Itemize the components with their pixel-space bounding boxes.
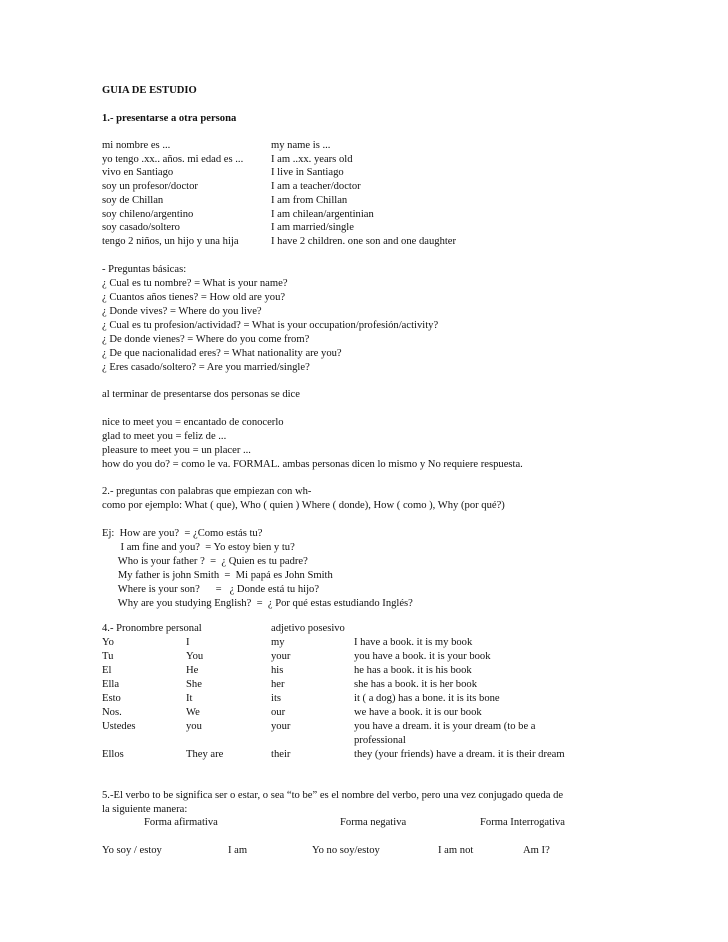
phrase-row — [102, 181, 702, 194]
pronoun-row — [102, 679, 702, 692]
phrase-english: I am a teacher/doctor — [271, 181, 361, 193]
possessive-header: adjetivo posesivo — [271, 623, 345, 634]
example-line: Where is your son? = ¿ Donde está tu hijo? — [102, 584, 320, 595]
phrase-row — [102, 195, 702, 208]
forma-afirmativa-label: Forma afirmativa — [144, 817, 218, 828]
pronoun-english: He — [186, 665, 199, 676]
pronoun-spanish: Ellos — [102, 749, 124, 760]
question-line: ¿ Cuantos años tienes? = How old are you? — [102, 292, 286, 303]
possessive-adjective: its — [271, 693, 282, 704]
pronoun-english: I — [186, 637, 190, 648]
pronoun-row — [102, 749, 702, 762]
section-2-examples-intro: como por ejemplo: What ( que), Who ( quien ) Where ( donde), How ( como ), Why (por qué?) — [102, 500, 505, 511]
pronoun-row — [102, 637, 702, 650]
pronoun-spanish: Ella — [102, 679, 120, 690]
pronoun-row — [102, 721, 702, 734]
phrase-english: I am from Chillan — [271, 194, 348, 206]
phrase-spanish: soy casado/soltero — [102, 222, 180, 234]
possessive-adjective: our — [271, 707, 286, 718]
forma-negativa-label: Forma negativa — [340, 817, 407, 828]
pronoun-spanish: El — [102, 665, 112, 676]
negative-spanish: Yo no soy/estoy — [312, 845, 380, 856]
phrase-spanish: mi nombre es ... — [102, 140, 171, 151]
section-1-heading: 1.- presentarse a otra persona — [102, 113, 237, 124]
pronoun-english: You — [186, 651, 204, 662]
usage-example: you have a book. it is your book — [354, 651, 491, 662]
greeting-intro: al terminar de presentarse dos personas se dice — [102, 389, 300, 400]
phrase-row — [102, 167, 702, 180]
question-line: ¿ Cual es tu profesion/actividad? = What is your occupation/profesión/activity? — [102, 320, 439, 331]
greeting-line: pleasure to meet you = un placer ... — [102, 445, 251, 456]
greeting-line: glad to meet you = feliz de ... — [102, 431, 227, 442]
pronoun-english: She — [186, 679, 202, 690]
phrase-english: my name is ... — [271, 140, 331, 151]
question-line: ¿ Eres casado/soltero? = Are you married/single? — [102, 362, 310, 373]
interrogative-english: Am I? — [523, 845, 550, 856]
usage-example: they (your friends) have a dream. it is their dream — [354, 749, 565, 760]
usage-example: we have a book. it is our book — [354, 707, 482, 718]
example-line: Who is your father ? = ¿ Quien es tu padre? — [102, 556, 308, 567]
pronoun-row — [102, 693, 702, 706]
section-5-text: 5.-El verbo to be significa ser o estar, o sea “to be” es el nombre del verbo, pero una vez conjugado queda de — [102, 790, 564, 801]
possessive-adjective: her — [271, 679, 285, 690]
pronoun-row — [102, 707, 702, 720]
example-line: My father is john Smith = Mi papá es John Smith — [102, 570, 333, 581]
negative-english: I am not — [438, 845, 474, 856]
pronoun-spanish: Yo — [102, 637, 114, 648]
greeting-line: nice to meet you = encantado de conocerlo — [102, 417, 284, 428]
verb-to-be-row — [102, 845, 702, 858]
possessive-adjective: your — [271, 721, 291, 732]
pronoun-english: We — [186, 707, 200, 718]
section-2-heading: 2.- preguntas con palabras que empiezan con wh- — [102, 486, 312, 497]
phrase-spanish: soy chileno/argentino — [102, 208, 194, 220]
phrase-row — [102, 236, 702, 249]
pronoun-english: They are — [186, 749, 224, 760]
possessive-adjective: your — [271, 651, 291, 662]
question-line: ¿ De donde vienes? = Where do you come from? — [102, 334, 310, 345]
phrase-spanish: soy un profesor/doctor — [102, 181, 198, 193]
question-line: ¿ Cual es tu nombre? = What is your name? — [102, 278, 288, 289]
phrase-spanish: soy de Chillan — [102, 194, 164, 206]
pronoun-row — [102, 651, 702, 664]
phrase-english: I have 2 children. one son and one daughter — [271, 235, 457, 247]
phrase-english: I live in Santiago — [271, 167, 344, 179]
document-title: GUIA DE ESTUDIO — [102, 85, 197, 96]
phrase-row — [102, 154, 702, 167]
possessive-adjective: his — [271, 665, 284, 676]
pronoun-spanish: Esto — [102, 693, 121, 704]
usage-example: I have a book. it is my book — [354, 637, 473, 648]
phrase-english: I am chilean/argentinian — [271, 208, 374, 220]
pronoun-spanish: Ustedes — [102, 721, 136, 732]
question-line: ¿ De que nacionalidad eres? = What nationality are you? — [102, 348, 342, 359]
phrase-row — [102, 222, 702, 235]
section-5-text-continuation: la siguiente manera: — [102, 804, 188, 815]
phrase-row — [102, 140, 702, 153]
affirmative-spanish: Yo soy / estoy — [102, 845, 162, 856]
example-line: Why are you studying English? = ¿ Por qué estas estudiando Inglés? — [102, 598, 413, 609]
usage-example: it ( a dog) has a bone. it is its bone — [354, 693, 500, 704]
questions-heading: - Preguntas básicas: — [102, 264, 187, 275]
greeting-line: how do you do? = como le va. FORMAL. ambas personas dicen lo mismo y No requiere respuesta. — [102, 459, 523, 470]
pronoun-english: It — [186, 693, 193, 704]
possessive-adjective: my — [271, 637, 285, 648]
affirmative-english: I am — [228, 845, 248, 856]
usage-example: you have a dream. it is your dream (to be a — [354, 721, 536, 732]
phrase-row — [102, 209, 702, 222]
phrase-spanish: yo tengo .xx.. años. mi edad es ... — [102, 153, 244, 165]
phrase-english: I am married/single — [271, 222, 354, 234]
pronoun-header: 4.- Pronombre personal — [102, 623, 202, 634]
phrase-english: I am ..xx. years old — [271, 153, 353, 165]
usage-example: she has a book. it is her book — [354, 679, 477, 690]
pronoun-spanish: Tu — [102, 651, 114, 662]
pronoun-table-header — [102, 623, 702, 636]
pronoun-spanish: Nos. — [102, 707, 122, 718]
example-line: I am fine and you? = Yo estoy bien y tu? — [102, 542, 295, 553]
usage-example-continuation: professional — [354, 735, 406, 746]
pronoun-row-continuation — [102, 735, 702, 748]
pronoun-english: you — [186, 721, 202, 732]
usage-example: he has a book. it is his book — [354, 665, 472, 676]
phrase-spanish: vivo en Santiago — [102, 167, 174, 179]
pronoun-row — [102, 665, 702, 678]
question-line: ¿ Donde vives? = Where do you live? — [102, 306, 262, 317]
forma-interrogativa-label: Forma Interrogativa — [480, 817, 566, 828]
verb-forms-header — [102, 817, 702, 830]
example-line: Ej: How are you? = ¿Como estás tu? — [102, 528, 263, 539]
possessive-adjective: their — [271, 749, 291, 760]
phrase-spanish: tengo 2 niños, un hijo y una hija — [102, 235, 239, 247]
